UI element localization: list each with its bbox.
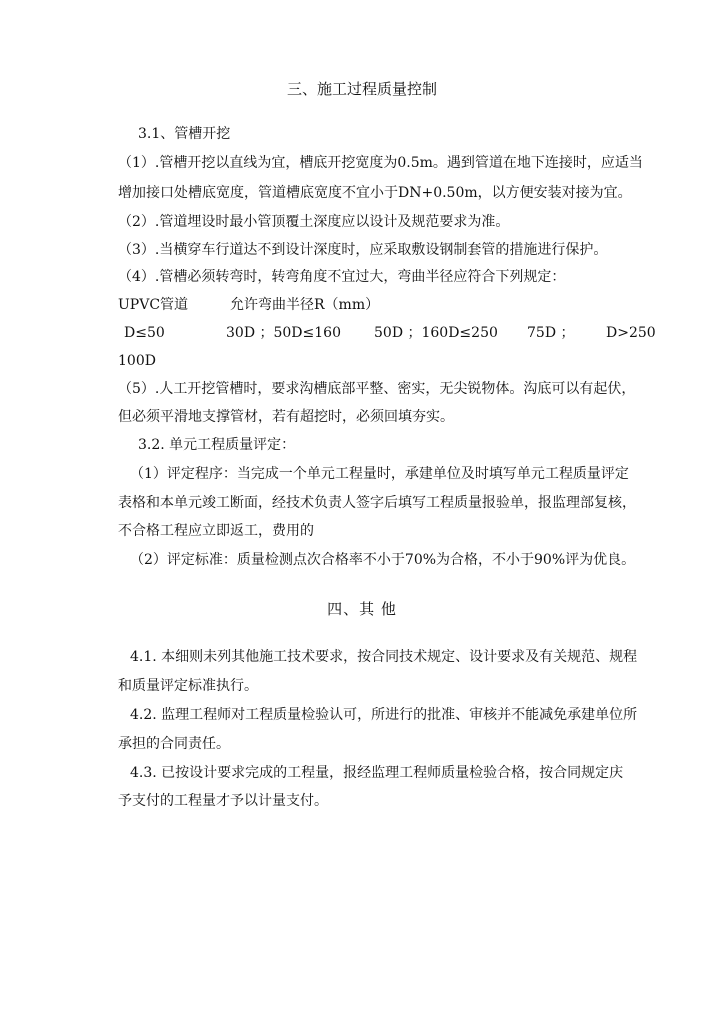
item-4-1-line-1: 4.1. 本细则未列其他施工技术要求，按合同技术规定、设计要求及有关规范、规程 bbox=[130, 649, 638, 665]
table-header-pipe: UPVC管道 bbox=[118, 297, 189, 313]
table-header-radius: 允许弯曲半径R（mm） bbox=[230, 297, 380, 313]
section-4-heading: 四、其 他 bbox=[327, 600, 397, 618]
paragraph-1-line-2: 增加接口处槽底宽度，管道槽底宽度不宜小于DN+0.50m，以方便安装对接为宜。 bbox=[118, 185, 632, 201]
table-cell-5: D>250 bbox=[606, 325, 656, 341]
section-3-heading: 三、施工过程质量控制 bbox=[286, 80, 437, 98]
evaluation-1-line-3: 不合格工程应立即返工，费用的 bbox=[118, 523, 314, 539]
item-4-2-line-1: 4.2. 监理工程师对工程质量检验认可，所进行的批准、审核并不能减免承建单位所 bbox=[130, 707, 638, 723]
paragraph-3: （3）.当横穿车行道达不到设计深度时，应采取敷设钢制套管的措施进行保护。 bbox=[118, 242, 608, 258]
evaluation-1-line-1: （1）评定程序：当完成一个单元工程量时，承建单位及时填写单元工程质量评定 bbox=[130, 466, 629, 482]
item-4-2-line-2: 承担的合同责任。 bbox=[118, 736, 230, 752]
table-cell-6: 100D bbox=[118, 353, 156, 369]
item-3-2-title: 3.2. 单元工程质量评定： bbox=[138, 437, 296, 453]
paragraph-4: （4）.管槽必须转弯时，转弯角度不宜过大，弯曲半径应符合下列规定： bbox=[118, 269, 566, 285]
table-cell-1: D≤50 bbox=[124, 325, 165, 341]
table-cell-2: 30D ；50D≤160 bbox=[226, 325, 341, 341]
evaluation-1-line-2: 表格和本单元竣工断面，经技术负责人签字后填写工程质量报验单，报监理部复核， bbox=[118, 495, 636, 511]
paragraph-2: （2）.管道埋设时最小管顶覆土深度应以设计及规范要求为准。 bbox=[118, 214, 510, 230]
item-4-3-line-2: 予支付的工程量才予以计量支付。 bbox=[118, 793, 328, 809]
item-3-1-title: 3.1、管槽开挖 bbox=[138, 126, 231, 142]
paragraph-5-line-1: （5）.人工开挖管槽时，要求沟槽底部平整、密实，无尖锐物体。沟底可以有起伏， bbox=[118, 381, 636, 397]
table-cell-3: 50D ；160D≤250 bbox=[374, 325, 498, 341]
table-cell-4: 75D ； bbox=[527, 325, 575, 341]
item-4-1-line-2: 和质量评定标准执行。 bbox=[118, 678, 258, 694]
evaluation-2: （2）评定标准：质量检测点次合格率不小于70%为合格，不小于90%评为优良。 bbox=[130, 552, 636, 568]
item-4-3-line-1: 4.3. 已按设计要求完成的工程量，报经监理工程师质量检验合格，按合同规定庆 bbox=[130, 765, 624, 781]
paragraph-1-line-1: （1）.管槽开挖以直线为宜，槽底开挖宽度为0.5m。遇到管道在地下连接时，应适当 bbox=[118, 155, 643, 171]
paragraph-5-line-2: 但必须平滑地支撑管材，若有超挖时，必须回填夯实。 bbox=[118, 409, 454, 425]
